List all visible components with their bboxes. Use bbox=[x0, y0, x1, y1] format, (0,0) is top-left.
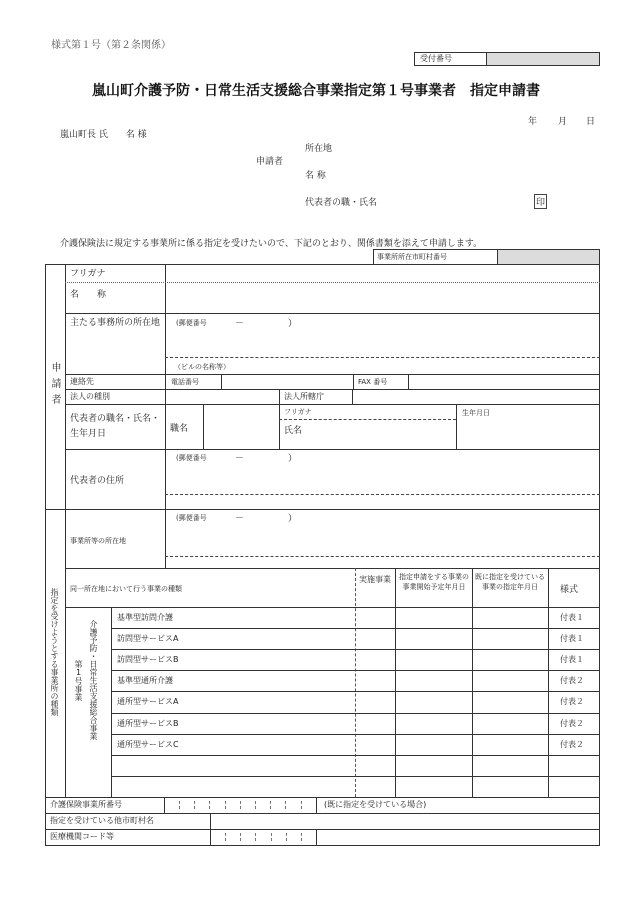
office-address-label: 事業所等の所在地 bbox=[70, 537, 126, 545]
care-office-number-label: 介護保険事業所番号 bbox=[50, 800, 122, 809]
digit-separator bbox=[240, 833, 241, 841]
row-divider bbox=[65, 404, 600, 405]
address-dashed-divider bbox=[165, 556, 600, 557]
reception-number-label: 受付番号 bbox=[420, 54, 452, 63]
cell-divider bbox=[316, 829, 317, 845]
applicant-name-label: 名 称 bbox=[305, 171, 326, 181]
corp-type-label: 法人の種別 bbox=[70, 392, 110, 401]
digit-separator bbox=[240, 801, 241, 809]
phone-input[interactable] bbox=[222, 375, 352, 388]
row-divider bbox=[65, 313, 600, 314]
implement-checkbox[interactable] bbox=[356, 735, 394, 754]
header-start-date: 指定申請をする事業の事業開始予定年月日 bbox=[399, 573, 469, 591]
start-date-input[interactable] bbox=[396, 756, 471, 775]
group-column-divider bbox=[111, 607, 112, 797]
corp-authority-label: 法人所轄庁 bbox=[284, 392, 324, 401]
row-divider bbox=[45, 829, 600, 830]
service-style: 付表１ bbox=[560, 655, 584, 664]
implement-checkbox[interactable] bbox=[356, 608, 394, 627]
implement-checkbox[interactable] bbox=[356, 756, 394, 775]
main-office-label: 主たる事務所の所在地 bbox=[70, 318, 161, 328]
digit-separator bbox=[255, 833, 256, 841]
service-name: 通所型サービスC bbox=[117, 740, 179, 749]
service-name: 基準型訪問介護 bbox=[117, 613, 173, 622]
other-municipality-input[interactable] bbox=[211, 814, 599, 828]
medical-code-input[interactable] bbox=[211, 830, 316, 844]
corp-authority-input[interactable] bbox=[353, 390, 599, 403]
cell-divider bbox=[353, 374, 354, 389]
implement-checkbox[interactable] bbox=[356, 671, 394, 690]
digit-separator bbox=[286, 833, 287, 841]
digit-separator bbox=[301, 801, 302, 809]
existing-date-input[interactable] bbox=[473, 671, 547, 690]
already-designated-note: (既に指定を受けている場合) bbox=[324, 800, 427, 809]
phone-label: 電話番号 bbox=[171, 378, 199, 386]
header-service-types: 同一所在地において行う事業の種類 bbox=[70, 585, 182, 593]
digit-separator bbox=[225, 833, 226, 841]
digit-separator bbox=[194, 801, 195, 809]
applicant-representative-label: 代表者の職・氏名 bbox=[305, 198, 378, 208]
service-style: 付表２ bbox=[560, 740, 584, 749]
existing-date-input[interactable] bbox=[473, 650, 547, 669]
service-style: 付表１ bbox=[560, 634, 584, 643]
header-existing-date: 既に指定を受けている事業の指定年月日 bbox=[475, 573, 545, 591]
start-date-input[interactable] bbox=[396, 629, 471, 648]
office-postal-close: ） bbox=[288, 514, 298, 524]
page-title: 嵐山町介護予防・日常生活支援総合事業指定第１号事業者 指定申請書 bbox=[92, 83, 540, 99]
reception-number-field[interactable] bbox=[486, 52, 600, 66]
cell-divider bbox=[316, 797, 317, 813]
postal-close: ） bbox=[288, 319, 298, 329]
birthdate-label: 生年月日 bbox=[462, 409, 490, 417]
row-divider bbox=[65, 449, 600, 450]
existing-date-input[interactable] bbox=[473, 608, 547, 627]
rep-address-label: 代表者の住所 bbox=[70, 476, 125, 486]
digit-separator bbox=[255, 801, 256, 809]
service-style: 付表１ bbox=[560, 613, 584, 622]
section-office-side-label: 指定を受けようとする事業所の種類 bbox=[50, 588, 59, 716]
fax-label: FAX 番号 bbox=[358, 378, 388, 386]
applicant-address-label: 所在地 bbox=[305, 144, 333, 154]
furigana-input[interactable] bbox=[166, 265, 599, 281]
municipality-number-field[interactable] bbox=[497, 249, 600, 265]
service-style: 付表２ bbox=[560, 676, 584, 685]
group-label-2: 第1号事業 bbox=[74, 660, 83, 701]
start-date-input[interactable] bbox=[396, 714, 471, 733]
application-statement: 介護保険法に規定する事業所に係る指定を受けたいので、下記のとおり、関係書類を添えて申請します。 bbox=[60, 239, 483, 249]
date-day: 日 bbox=[586, 117, 596, 127]
start-date-input[interactable] bbox=[396, 777, 471, 796]
postal-dash: － bbox=[235, 319, 245, 329]
municipality-number-label: 事業所所在市町村番号 bbox=[377, 253, 447, 261]
office-postal-code-label: (郵便番号 bbox=[176, 514, 207, 522]
representative-label: 代表者の職名・氏名・生年月日 bbox=[70, 414, 161, 439]
fax-input[interactable] bbox=[409, 375, 599, 388]
implement-checkbox[interactable] bbox=[356, 714, 394, 733]
form-number: 様式第１号（第２条関係） bbox=[51, 40, 171, 51]
start-date-input[interactable] bbox=[396, 650, 471, 669]
existing-date-input[interactable] bbox=[473, 777, 547, 796]
implement-checkbox[interactable] bbox=[356, 777, 394, 796]
row-divider bbox=[65, 568, 600, 569]
implement-checkbox[interactable] bbox=[356, 650, 394, 669]
date-month: 月 bbox=[558, 117, 568, 127]
digit-separator bbox=[209, 801, 210, 809]
section-divider bbox=[45, 797, 600, 798]
name-input[interactable] bbox=[166, 284, 599, 312]
name-label: 名 称 bbox=[70, 290, 107, 300]
digit-separator bbox=[270, 801, 271, 809]
main-office-address-input[interactable] bbox=[166, 330, 599, 356]
service-name: 通所型サービスB bbox=[117, 719, 179, 728]
implement-checkbox[interactable] bbox=[356, 629, 394, 648]
digit-separator bbox=[225, 801, 226, 809]
implement-checkbox[interactable] bbox=[356, 692, 394, 711]
rep-name-label: 氏名 bbox=[284, 426, 303, 436]
existing-date-input[interactable] bbox=[473, 692, 547, 711]
section-divider bbox=[45, 509, 600, 510]
start-date-input[interactable] bbox=[396, 735, 471, 754]
rep-name-input[interactable] bbox=[310, 420, 455, 448]
service-name: 基準型通所介護 bbox=[117, 676, 173, 685]
postal-code-label: (郵便番号 bbox=[176, 319, 207, 327]
care-office-number-input[interactable] bbox=[165, 798, 315, 812]
section-applicant-side-label: 申請者 bbox=[49, 362, 60, 410]
digit-separator bbox=[179, 801, 180, 809]
service-name: 通所型サービスA bbox=[117, 697, 179, 706]
applicant-label: 申請者 bbox=[256, 157, 284, 167]
service-style: 付表２ bbox=[560, 719, 584, 728]
service-name: 訪問型サービスA bbox=[117, 634, 179, 643]
address-dashed-divider bbox=[165, 494, 600, 495]
other-municipality-label: 指定を受けている他市町村名 bbox=[50, 816, 154, 825]
building-label: （ビルの名称等） bbox=[174, 363, 230, 371]
digit-separator bbox=[285, 801, 286, 809]
header-style: 様式 bbox=[560, 585, 579, 595]
column-divider bbox=[548, 568, 549, 797]
service-style: 付表２ bbox=[560, 697, 584, 706]
rep-postal-code-label: (郵便番号 bbox=[176, 454, 207, 462]
addressee: 嵐山町長 氏 名 様 bbox=[60, 130, 147, 140]
existing-date-input[interactable] bbox=[473, 629, 547, 648]
service-name: 訪問型サービスB bbox=[117, 655, 179, 664]
corp-type-input[interactable] bbox=[166, 390, 278, 403]
existing-date-input[interactable] bbox=[473, 735, 547, 754]
job-title-input[interactable] bbox=[204, 405, 278, 448]
start-date-input[interactable] bbox=[396, 608, 471, 627]
rep-address-input[interactable] bbox=[166, 464, 599, 492]
medical-code-label: 医療機関コード等 bbox=[50, 832, 114, 841]
rep-postal-close: ） bbox=[288, 454, 298, 464]
side-column-divider bbox=[65, 264, 66, 797]
office-postal-dash: － bbox=[235, 514, 245, 524]
digit-separator bbox=[301, 833, 302, 841]
rep-furigana-label: フリガナ bbox=[284, 408, 312, 416]
group-label-1: 介護予防・日常生活支援総合事業 bbox=[89, 620, 98, 740]
start-date-input[interactable] bbox=[396, 692, 471, 711]
start-date-input[interactable] bbox=[396, 671, 471, 690]
digit-separator bbox=[271, 833, 272, 841]
contact-label: 連絡先 bbox=[70, 377, 94, 386]
header-implement: 実施事業 bbox=[359, 575, 391, 584]
job-title-label: 職名 bbox=[170, 424, 189, 434]
existing-date-input[interactable] bbox=[473, 756, 547, 775]
furigana-divider bbox=[65, 282, 600, 283]
rep-postal-dash: － bbox=[235, 454, 245, 464]
address-dashed-divider bbox=[165, 357, 600, 358]
date-year: 年 bbox=[528, 117, 538, 127]
furigana-label: フリガナ bbox=[70, 269, 106, 279]
seal-mark: 印 bbox=[534, 194, 547, 209]
existing-date-input[interactable] bbox=[473, 714, 547, 733]
office-address-input[interactable] bbox=[166, 524, 599, 554]
birthdate-input[interactable] bbox=[457, 418, 599, 448]
